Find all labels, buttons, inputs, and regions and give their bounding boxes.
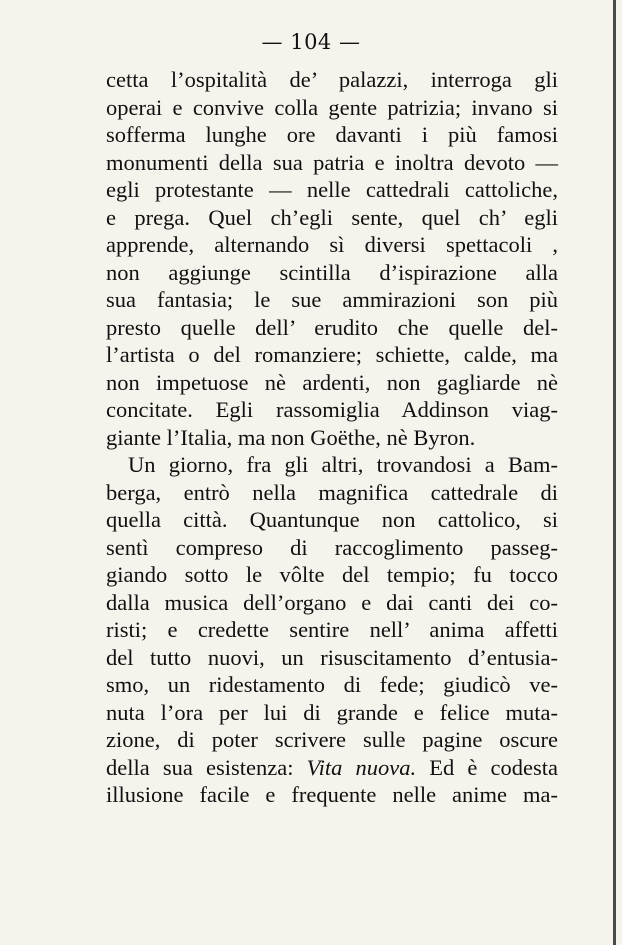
- text-line: presto quelle dell’ erudito che quelle del-: [106, 314, 558, 340]
- text-line: sentì compreso di raccoglimento passeg-: [106, 534, 558, 560]
- text-line: smo, un ridestamento di fede; giudicò ve-: [106, 672, 558, 697]
- text-line: non impetuose nè ardenti, non gagliarde nè: [106, 369, 558, 395]
- text-line: l’artista o del romanziere; schiette, calde, ma: [106, 342, 558, 367]
- page-number: — 104 —: [261, 30, 361, 54]
- paragraph-1: [106, 66, 558, 451]
- text-line: quella città. Quantunque non cattolico, si: [106, 507, 558, 532]
- text-line: risti; e credette sentire nell’ anima affetti: [106, 617, 558, 642]
- text-line-with-title: [106, 754, 558, 782]
- text-line: apprende, alternando sì diversi spettacoli ,: [106, 232, 558, 257]
- text-line: cetta l’ospitalità de’ palazzi, interroga gli: [106, 67, 558, 92]
- paragraph-2: [106, 451, 558, 809]
- text-line: giando sotto le vôlte del tempio; fu tocco: [106, 562, 558, 587]
- text-line: e prega. Quel ch’egli sente, quel ch’ egli: [106, 204, 558, 230]
- text-line: berga, entrò nella magnifica cattedrale di: [106, 479, 558, 505]
- text-line: concitate. Egli rassomiglia Addinson viag-: [106, 397, 558, 422]
- text-line: sua fantasia; le sue ammirazioni son più: [106, 287, 558, 312]
- text-fragment: Ed è codesta: [416, 754, 558, 780]
- text-line: operai e convive colla gente patrizia; invano si: [106, 94, 558, 120]
- body-text: [106, 66, 558, 809]
- page-edge-divider: [613, 0, 616, 945]
- text-fragment: della sua esistenza:: [106, 754, 307, 780]
- text-line: zione, di poter scrivere sulle pagine oscure: [106, 727, 558, 752]
- text-line: Un giorno, fra gli altri, trovandosi a Bam-: [128, 452, 558, 477]
- text-line: egli protestante — nelle cattedrali cattoliche,: [106, 177, 558, 202]
- text-line: monumenti della sua patria e inoltra devoto —: [106, 149, 558, 175]
- text-line: del tutto nuovi, un risuscitamento d’entusia-: [106, 644, 558, 670]
- text-line: sofferma lunghe ore davanti i più famosi: [106, 122, 558, 147]
- text-line: dalla musica dell’organo e dai canti dei co-: [106, 589, 558, 615]
- work-title: Vita nuova.: [306, 754, 417, 780]
- text-line: giante l’Italia, ma non Goëthe, nè Byron.: [106, 424, 476, 450]
- text-line: illusione facile e frequente nelle anime ma-: [106, 782, 558, 807]
- text-line: non aggiunge scintilla d’ispirazione alla: [106, 259, 558, 285]
- text-line: nuta l’ora per lui di grande e felice muta-: [106, 699, 558, 725]
